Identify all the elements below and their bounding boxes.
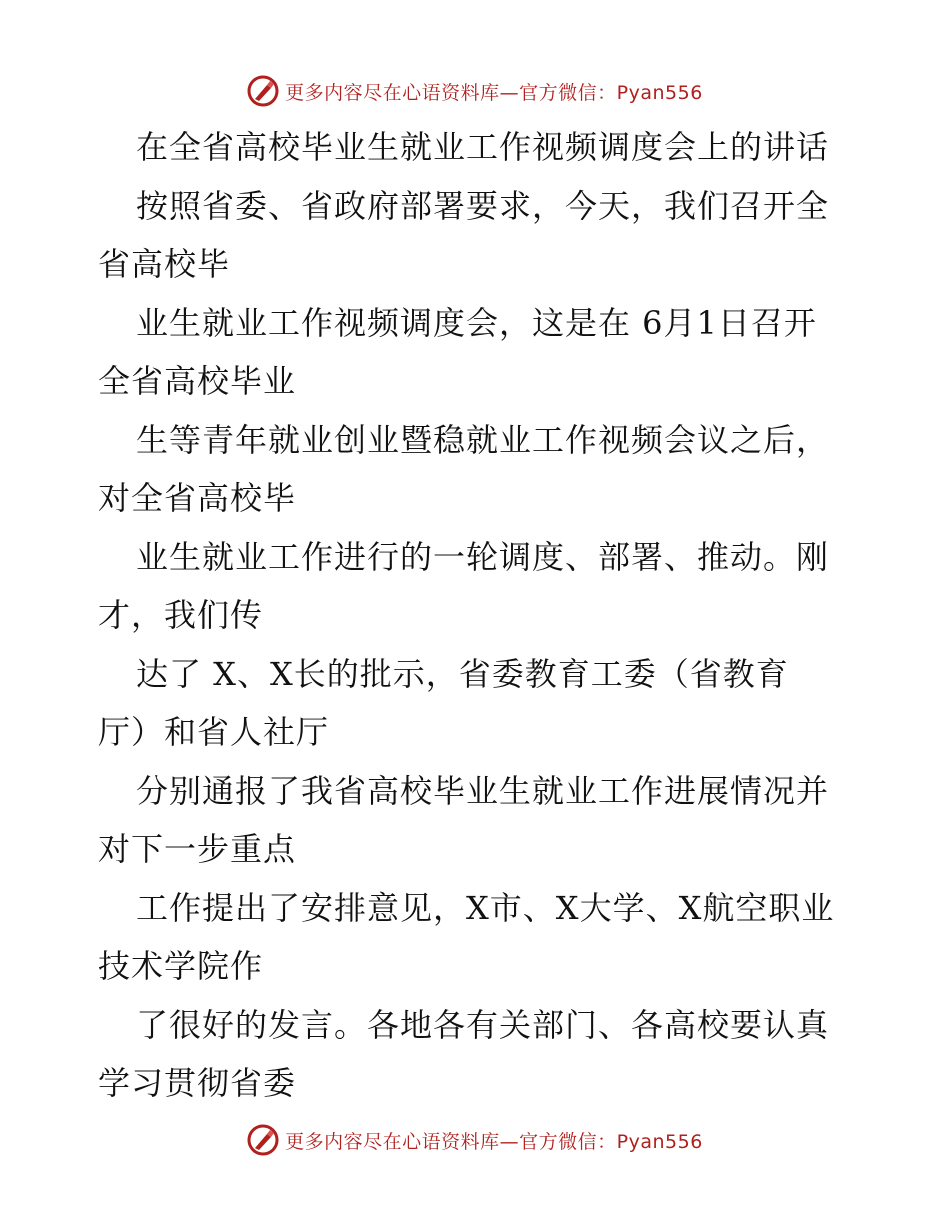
body-line: 分别通报了我省高校毕业生就业工作进展情况并 [136,772,830,810]
watermark-text: 更多内容尽在心语资料库—官方微信：Pyan556 [285,81,703,104]
footer-watermark [0,1120,950,1160]
pen-circle-logo-icon [247,1124,279,1156]
body-line: 才，我们传 [98,596,264,634]
body-line: 对全省高校毕 [98,479,297,517]
body-line: 业生就业工作进行的一轮调度、部署、推动。刚 [136,538,830,576]
watermark-text: 更多内容尽在心语资料库—官方微信：Pyan556 [285,1130,703,1153]
body-line: 省高校毕 [98,245,231,283]
body-line: 技术学院作 [98,947,264,985]
body-line: 达了 X、X长的批示，省委教育工委（省教育 [136,655,789,693]
body-line: 生等青年就业创业暨稳就业工作视频会议之后， [136,421,830,459]
body-line: 了很好的发言。各地各有关部门、各高校要认真 [136,1006,830,1044]
body-line: 按照省委、省政府部署要求，今天，我们召开全 [136,187,830,225]
body-line: 厅）和省人社厅 [98,713,330,751]
body-line: 业生就业工作视频调度会，这是在 6月1日召开 [136,304,817,342]
body-line: 工作提出了安排意见，X市、X大学、X航空职业 [136,889,835,927]
body-line: 学习贯彻省委 [98,1064,297,1102]
document-title: 在全省高校毕业生就业工作视频调度会上的讲话 [136,128,830,166]
body-line: 对下一步重点 [98,830,297,868]
body-line: 全省高校毕业 [98,362,297,400]
